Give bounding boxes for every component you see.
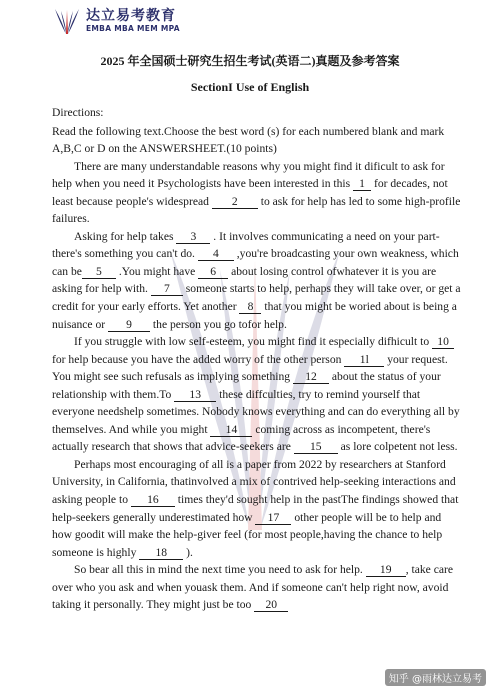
directions-text: Read the following text.Choose the best word (s) for each numbered blank and mark A,B,C or D on the ANSWERSHEET.(10 points)	[52, 124, 445, 156]
document-title: 2025 年全国硕士研究生招生考试(英语二)真题及参考答案	[100, 54, 400, 68]
brand-logo	[52, 6, 180, 36]
answer-blank: 9	[108, 318, 150, 332]
passage-text: about losing control ofwhatever it is you are asking for help with.	[52, 264, 437, 296]
footer-credit: 知乎 @雨林达立易考	[385, 669, 486, 686]
passage-paragraph	[52, 158, 462, 228]
passage-text: ,you're broadcasting your own weakness, which can be	[52, 247, 459, 278]
answer-blank: 6	[198, 265, 228, 279]
answer-blank: 16	[131, 493, 175, 507]
passage-text: for decades, not least because people's widespread	[52, 177, 448, 208]
passage-paragraph	[52, 228, 462, 333]
passage-text: , take care over who you ask and when youask them. And if someone can't help right now, avoid taking it personally. They might just be too	[52, 563, 454, 612]
passage-text: to ask for help has led to some high-profile failures.	[52, 194, 461, 226]
directions-label: Directions:	[52, 106, 104, 119]
answer-blank: 10	[432, 335, 454, 349]
answer-blank: 2	[212, 195, 258, 209]
answer-blank: 5	[82, 265, 116, 279]
passage-text: as lore colpetent not less.	[337, 440, 458, 454]
passage-text: So bear all this in mind the next time you need to ask for help.	[74, 563, 366, 577]
answer-blank: 13	[174, 388, 216, 402]
passage-text: that you might be woried about is being a nuisance or	[52, 300, 457, 331]
section-title: SectionI Use of English	[190, 80, 310, 94]
answer-blank: 14	[210, 423, 252, 437]
passage-text: There are many understandable reasons why you might find it dificult to ask for help when you need it Psychologists have been interested in this	[52, 159, 445, 191]
answer-blank: 8	[239, 300, 261, 314]
answer-blank: 1	[353, 177, 371, 191]
passage-text: the person you go tofor help.	[150, 317, 287, 331]
passage-text: . It involves communicating a need on your part-there's something you can't do.	[52, 229, 440, 261]
passage	[52, 158, 462, 614]
answer-blank: 12	[293, 370, 329, 384]
passage-text: your request. You might see such refusals as implying something	[52, 352, 448, 384]
passage-paragraph	[52, 456, 462, 561]
answer-blank: 17	[255, 511, 291, 525]
answer-blank: 3	[176, 230, 210, 244]
passage-text: ).	[183, 545, 193, 559]
passage-text: coming across as incompetent, there's actually research that shows that advice-seekers are	[52, 422, 431, 454]
brand-name-en: EMBA MBA MEM MPA	[86, 24, 180, 33]
passage-text: these diffculties, try to remind yourself that everyone needshelp sometimes. Nobody knows everything and can do everything all by themselves. And while you might	[52, 387, 460, 436]
brand-name-cn: 达立易考教育	[86, 8, 176, 24]
passage-text: someone starts to help, perhaps they will take over, or get a credit for your early efforts. Yet another	[52, 282, 461, 314]
answer-blank: 7	[151, 282, 183, 296]
passage-text: .You might have	[115, 264, 199, 278]
answer-blank: 15	[294, 440, 338, 454]
answer-blank: 20	[254, 598, 288, 612]
passage-text: Perhaps most encouraging of all is a paper from 2022 by researchers at Stanford University, in California, thatinvolved a mix of contrived help-seeking interactions and asking people to	[52, 457, 456, 507]
passage-text: times they'd sought help in the pastThe findings showed that help-seekers generally underestimated how	[52, 493, 459, 524]
document-body	[52, 104, 462, 614]
passage-text: If you struggle with low self-esteem, you might find it especially difhicult to	[74, 335, 433, 349]
passage-text: Asking for help takes	[74, 229, 177, 243]
answer-blank: 19	[366, 563, 406, 577]
answer-blank: 1l	[344, 353, 384, 367]
brand-emblem-icon	[52, 6, 82, 36]
passage-text: about the status of your relationship with them.To	[52, 370, 441, 401]
passage-paragraph	[52, 561, 462, 614]
passage-text: other people will be to help and how goodit will make the help-giver feel (for most people,having the chance to help someone is highly	[52, 510, 443, 559]
answer-blank: 18	[139, 546, 183, 560]
passage-text: for help because you have the added worry of the other person	[52, 352, 345, 366]
passage-paragraph	[52, 333, 462, 456]
answer-blank: 4	[198, 247, 234, 261]
